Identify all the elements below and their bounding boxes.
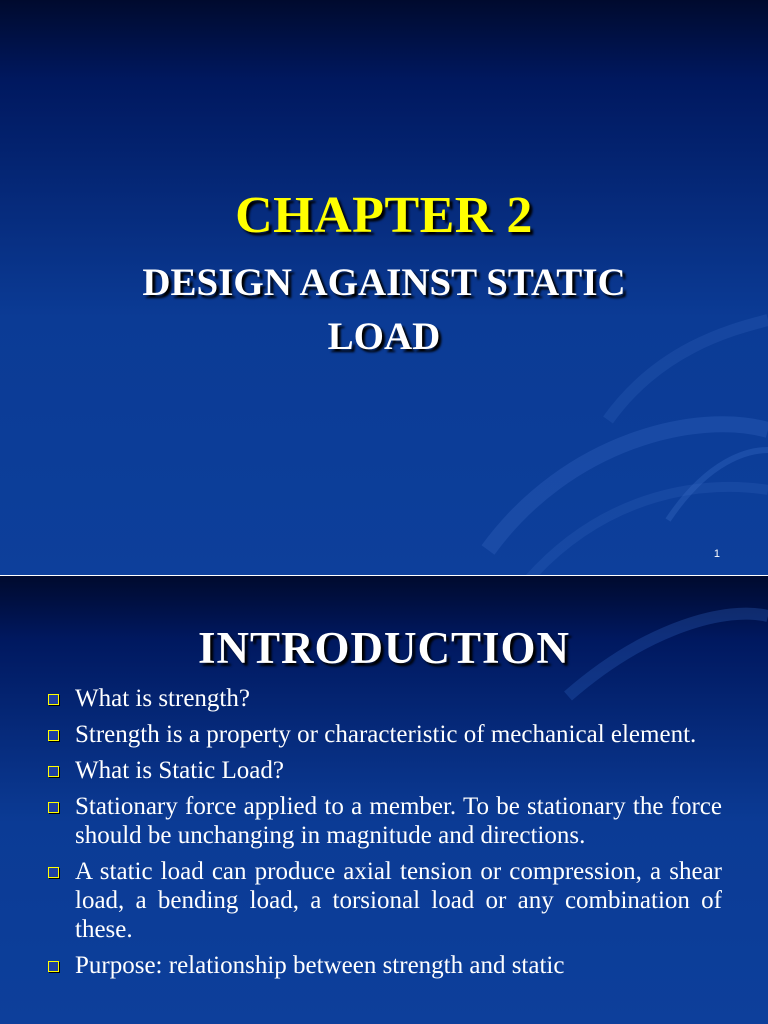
bullet-item bbox=[46, 720, 722, 749]
hollow-square-bullet-icon bbox=[48, 694, 59, 705]
bullet-item bbox=[46, 951, 722, 980]
chapter-title: CHAPTER 2 bbox=[235, 187, 533, 244]
hollow-square-bullet-icon bbox=[48, 766, 59, 777]
bullet-item bbox=[46, 684, 722, 713]
bullet-text: Stationary force applied to a member. To be stationary the force should be unchanging in magnitude and directions. bbox=[75, 793, 722, 849]
bullet-text: Strength is a property or characteristic of mechanical element. bbox=[75, 721, 697, 748]
subtitle-line-1: DESIGN AGAINST STATIC bbox=[142, 261, 626, 304]
subtitle-line-2: LOAD bbox=[327, 315, 441, 358]
bullet-text: What is strength? bbox=[75, 685, 250, 712]
bullet-text: Purpose: relationship between strength and static bbox=[75, 952, 565, 979]
bullet-item bbox=[46, 792, 722, 850]
bullet-text: A static load can produce axial tension or compression, a shear load, a bending load, a torsional load or any combination of these. bbox=[75, 858, 722, 943]
bullet-list bbox=[46, 684, 722, 987]
bullet-item bbox=[46, 857, 722, 944]
bullet-item bbox=[46, 756, 722, 785]
slide-title: INTRODUCTION bbox=[197, 623, 571, 673]
bullet-text: What is Static Load? bbox=[75, 757, 284, 784]
chapter-subtitle bbox=[60, 256, 708, 364]
hollow-square-bullet-icon bbox=[48, 961, 59, 972]
slide-number: 1 bbox=[713, 548, 720, 560]
hollow-square-bullet-icon bbox=[48, 730, 59, 741]
hollow-square-bullet-icon bbox=[48, 867, 59, 878]
hollow-square-bullet-icon bbox=[48, 802, 59, 813]
introduction-slide bbox=[0, 576, 768, 1024]
